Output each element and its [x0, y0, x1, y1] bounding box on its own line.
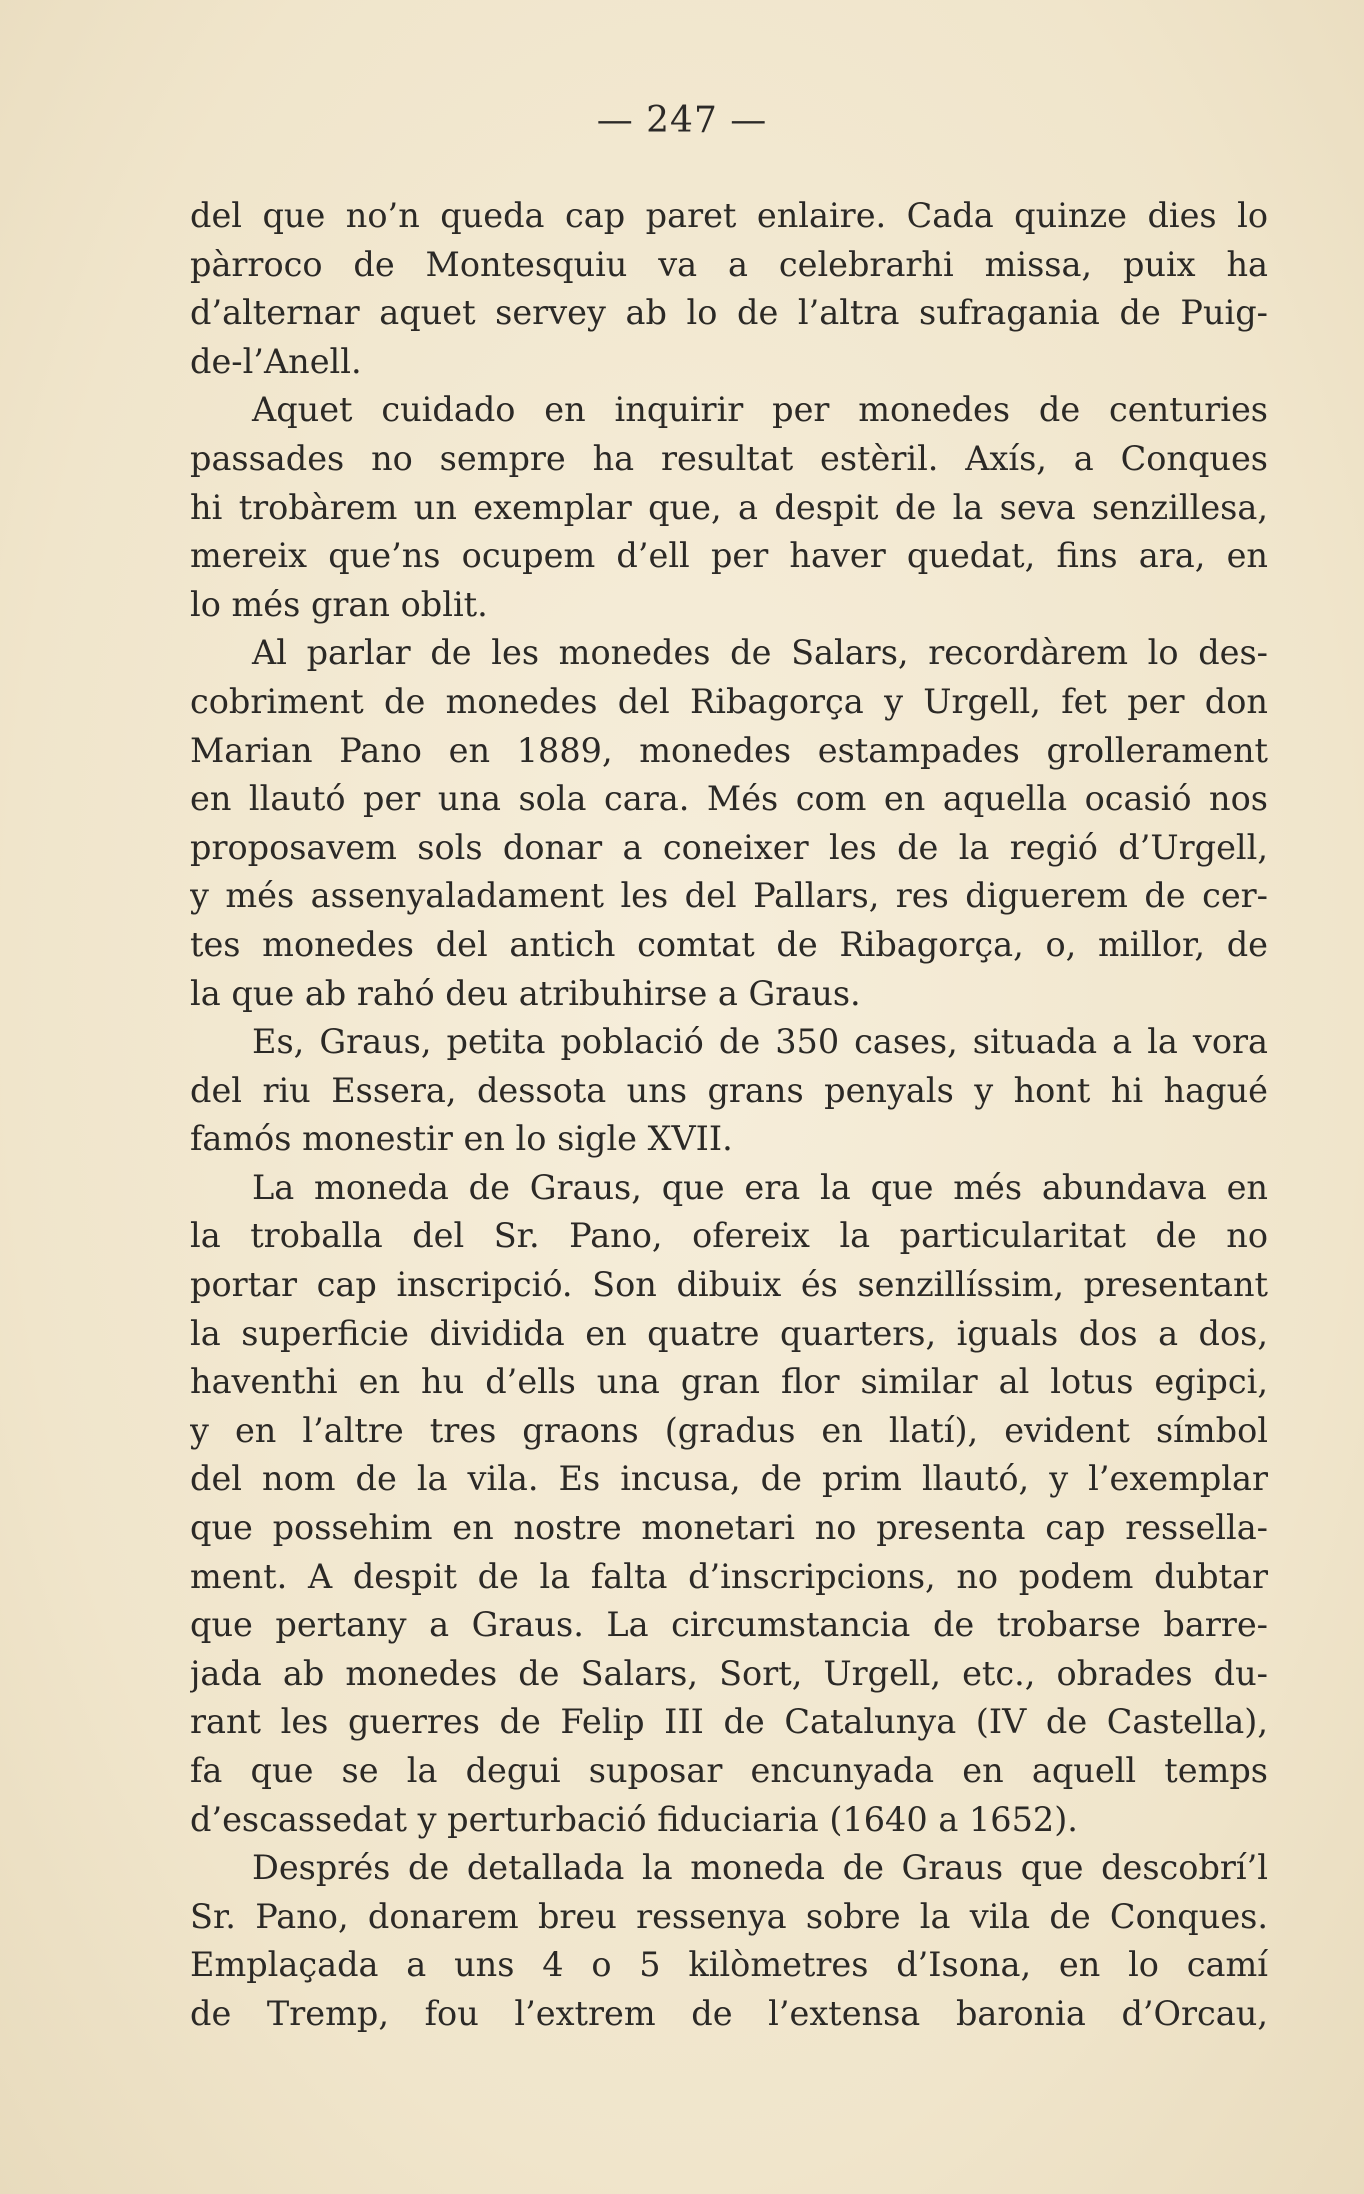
page-number: — 247 — — [596, 100, 768, 141]
text-line: en llautó per una sola cara. Més com en aquella ocasió nos — [190, 779, 1268, 819]
text-line: d’alternar aquet servey ab lo de l’altra sufragania de Puig- — [190, 293, 1268, 333]
text-line: del que no’n queda cap paret enlaire. Cada quinze dies lo — [190, 196, 1268, 235]
text-line: proposavem sols donar a coneixer les de la regió d’Urgell, — [190, 827, 1268, 867]
body-text — [190, 192, 1268, 2039]
text-line: Marian Pano en 1889, monedes estampades grollerament — [190, 730, 1268, 770]
text-line: Sr. Pano, donarem breu ressenya sobre la vila de Conques. — [190, 1896, 1268, 1936]
text-line: passades no sempre ha resultat estèril. Axís, a Conques — [190, 438, 1268, 478]
text-line: y més assenyaladament les del Pallars, res diguerem de cer- — [190, 876, 1268, 916]
text-line: Al parlar de les monedes de Salars, recordàrem lo des- — [252, 633, 1268, 673]
text-line: la superficie dividida en quatre quarters, iguals dos a dos, — [190, 1313, 1268, 1353]
text-line: y en l’altre tres graons (gradus en llatí), evident símbol — [190, 1410, 1268, 1450]
text-line: la troballa del Sr. Pano, ofereix la particularitat de no — [190, 1216, 1268, 1256]
text-line: pàrroco de Montesquiu va a celebrarhi missa, puix ha — [190, 244, 1268, 284]
text-line: La moneda de Graus, que era la que més abundava en — [252, 1167, 1268, 1207]
text-line: Aquet cuidado en inquirir per monedes de centuries — [252, 390, 1268, 430]
text-line: del riu Essera, dessota uns grans penyals y hont hi hagué — [190, 1070, 1268, 1110]
text-line: de-l’Anell. — [190, 341, 362, 381]
text-line: rant les guerres de Felip III de Catalunya (IV de Castella), — [190, 1702, 1268, 1742]
text-line: de Tremp, fou l’extrem de l’extensa baronia d’Orcau, — [190, 1993, 1268, 2033]
text-line: fa que se la degui suposar encunyada en aquell temps — [190, 1751, 1268, 1790]
text-line: cobriment de monedes del Ribagorça y Urgell, fet per don — [190, 681, 1268, 721]
text-line: del nom de la vila. Es incusa, de prim llautó, y l’exemplar — [190, 1459, 1268, 1499]
text-line: Després de detallada la moneda de Graus que descobrí’l — [252, 1848, 1268, 1888]
text-line: d’escassedat y perturbació fiduciaria (1640 a 1652). — [190, 1799, 1078, 1839]
text-line: la que ab rahó deu atribuhirse a Graus. — [190, 973, 861, 1013]
text-line: jada ab monedes de Salars, Sort, Urgell, etc., obrades du- — [190, 1653, 1268, 1693]
text-line: hi trobàrem un exemplar que, a despit de la seva senzillesa, — [190, 487, 1268, 527]
text-line: que possehim en nostre monetari no presenta cap ressella- — [190, 1508, 1268, 1548]
text-line: mereix que’ns ocupem d’ell per haver quedat, fins ara, en — [190, 536, 1268, 576]
text-line: que pertany a Graus. La circumstancia de trobarse barre- — [190, 1605, 1268, 1645]
text-line: Emplaçada a uns 4 o 5 kilòmetres d’Isona, en lo camí — [190, 1945, 1268, 1985]
text-line: ment. A despit de la falta d’inscripcions, no podem dubtar — [190, 1556, 1268, 1596]
text-line: tes monedes del antich comtat de Ribagorça, o, millor, de — [190, 924, 1268, 964]
text-line: famós monestir en lo sigle XVII. — [190, 1119, 733, 1159]
text-line: haventhi en hu d’ells una gran flor similar al lotus egipci, — [190, 1362, 1268, 1402]
text-line: portar cap inscripció. Son dibuix és senzillíssim, presentant — [190, 1265, 1268, 1305]
text-line: Es, Graus, petita població de 350 cases, situada a la vora — [252, 1022, 1268, 1062]
text-line: lo més gran oblit. — [190, 584, 488, 624]
